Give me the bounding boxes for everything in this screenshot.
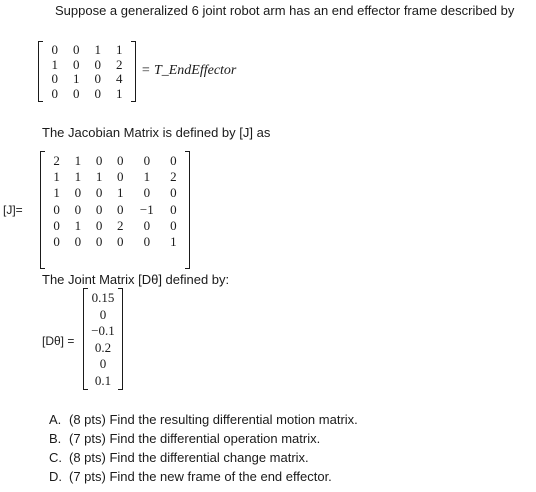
matrix-cell: 0 [143,217,151,233]
question-b [49,431,320,447]
matrix-cell: 0 [117,169,124,185]
matrix-cell: 0 [99,356,107,371]
matrix-cell: 0 [74,201,82,217]
question-letter: C. [49,450,62,465]
matrix-cell: 0 [117,153,124,168]
matrix-cell: −1 [139,201,154,217]
joint-matrix [83,288,123,390]
matrix-cell: 0 [143,153,151,168]
matrix-right-bracket [131,41,136,102]
problem-intro: Suppose a generalized 6 joint robot arm has an end effector frame described by [55,3,515,18]
matrix-cell: 0 [143,185,151,201]
matrix-cell: 0 [51,42,58,57]
matrix-cell: 1 [117,185,124,201]
matrix-cell: 0 [73,85,80,101]
question-letter: D. [49,469,62,484]
matrix-cell: 0 [53,217,60,233]
matrix-cell: −0.1 [91,323,115,338]
matrix-cell: 0 [73,56,80,72]
matrix-cell: 0 [94,56,101,72]
end-effector-label: = T_EndEffector [141,63,237,78]
matrix-cell: 2 [116,56,123,72]
joint-intro: The Joint Matrix [Dθ] defined by: [42,272,230,287]
matrix-cell: 2 [117,217,124,233]
matrix-cell: 0 [170,185,177,201]
question-text: (8 pts) Find the resulting differential motion matrix. [69,412,358,427]
matrix-cell: 1 [53,169,60,185]
matrix-cell: 0 [74,234,82,250]
matrix-cell: 0 [73,42,80,57]
matrix-cell: 2 [170,169,177,185]
matrix-cell: 0.1 [94,372,112,388]
matrix-cell: 2 [53,153,60,168]
jacobian-matrix [40,151,190,269]
question-c [49,450,309,466]
matrix-cell: 1 [116,42,123,57]
matrix-cell: 0 [95,185,103,201]
matrix-cell: 4 [116,71,123,86]
end-effector-matrix-grid [44,43,130,101]
question-text: (8 pts) Find the differential change matrix. [69,450,309,465]
jacobian-intro: The Jacobian Matrix is defined by [J] as [42,125,271,140]
question-d [49,469,332,485]
matrix-cell: 0 [99,306,107,322]
matrix-right-bracket [185,151,190,269]
matrix-cell: 0.2 [94,339,112,355]
matrix-cell: 0 [51,85,58,101]
matrix-cell: 0 [95,201,103,217]
matrix-left-bracket [38,41,43,102]
question-text: (7 pts) Find the differential operation matrix. [69,431,321,446]
matrix-cell: 1 [73,71,80,86]
matrix-cell: 0 [95,217,103,233]
matrix-cell: 0 [94,71,101,86]
joint-matrix-grid [85,290,121,389]
question-letter: A. [49,412,62,427]
matrix-right-bracket [118,288,123,390]
matrix-cell: 0 [53,201,60,217]
matrix-cell: 0 [95,234,103,250]
question-a [49,412,358,428]
matrix-cell: 1 [74,217,82,233]
matrix-cell: 1 [51,56,58,72]
question-text: (7 pts) Find the new frame of the end effector. [69,469,332,484]
matrix-cell: 1 [53,185,60,201]
matrix-cell: 1 [116,85,123,101]
matrix-cell: 0 [51,71,58,86]
matrix-cell: 0 [170,201,177,217]
jacobian-matrix-grid [46,153,184,250]
matrix-left-bracket [40,151,45,269]
matrix-cell: 0 [74,185,82,201]
matrix-cell: 1 [74,169,82,185]
matrix-cell: 0 [53,234,60,250]
question-letter: B. [49,431,62,446]
matrix-cell: 0 [95,153,103,168]
matrix-cell: 0 [117,234,124,250]
matrix-cell: 1 [143,169,151,185]
matrix-cell: 0 [170,217,177,233]
matrix-cell: 1 [170,234,177,250]
matrix-cell: 0 [94,85,101,101]
jacobian-label: [J]= [3,203,23,217]
matrix-cell: 0 [117,201,124,217]
matrix-cell: 1 [74,153,82,168]
matrix-cell: 0.15 [91,290,115,305]
matrix-cell: 0 [170,153,177,168]
matrix-cell: 0 [143,234,151,250]
joint-label: [Dθ] = [42,334,75,348]
matrix-cell: 1 [94,42,101,57]
end-effector-matrix [38,41,136,102]
matrix-cell: 1 [95,169,103,185]
